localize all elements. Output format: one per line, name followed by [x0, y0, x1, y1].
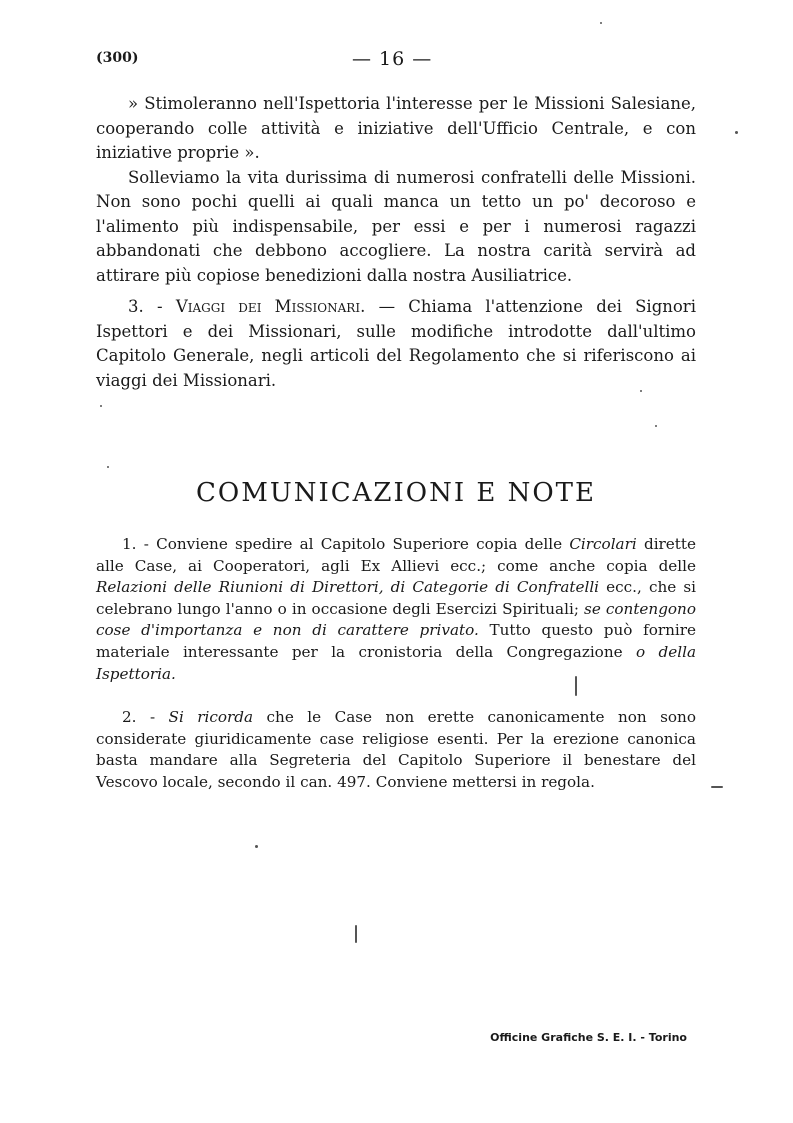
scan-speck	[355, 925, 357, 943]
scan-speck	[575, 676, 577, 696]
scan-speck	[735, 131, 738, 134]
page-number: — 16 —	[352, 48, 433, 70]
scan-speck	[100, 405, 102, 407]
section-title: COMUNICAZIONI E NOTE	[195, 478, 596, 508]
printer-imprint: Officine Grafiche S. E. I. - Torino	[490, 1031, 687, 1044]
scan-speck	[255, 845, 258, 848]
scan-speck	[600, 22, 602, 24]
scan-speck	[655, 425, 657, 427]
travel-paragraph	[96, 295, 696, 393]
scan-speck	[711, 786, 723, 788]
missions-paragraphs	[96, 92, 696, 288]
paragraph-stimoleranno: » Stimoleranno nell'Ispettoria l'interesse per le Missioni Salesiane, cooperando colle attività e iniziative dell'Ufficio Centrale, e con iniziative proprie ».	[96, 94, 696, 162]
scan-speck	[640, 390, 642, 392]
paragraph-solleviamo: Solleviamo la vita durissima di numerosi confratelli delle Missioni. Non sono pochi quelli ai quali manca un tetto un po' decoroso e l'alimento più indispensabile, per essi e per i numerosi ragazzi abbandonati che debbono accogliere. La nostra carità servirà ad attirare più copiose benedizioni dalla nostra Ausiliatrice.	[96, 167, 696, 285]
page-header	[96, 48, 696, 72]
note-2: 2. - Si ricorda che le Case non erette canonicamente non sono considerate giuridicamente case religiose esenti. Per la erezione canonica basta mandare alla Segreteria del Capitolo Superiore il benestare del Vescovo locale, secondo il can. 497. Conviene mettersi in regola.	[96, 708, 696, 791]
note-1: 1. - Conviene spedire al Capitolo Superiore copia delle Circolari dirette alle Case, ai Cooperatori, agli Ex Allievi ecc.; come anche copia delle Relazioni delle Riunioni di Direttori, di Categorie di Confratelli ecc., che si celebrano lungo l'anno o in occasione degli Esercizi Spirituali; se contengono cose d'importanza e non di carattere privato. Tutto questo può fornire materiale interessante per la cronistoria della Congregazione o della Ispettoria.	[96, 535, 696, 683]
item-text: — Chiama l'attenzione dei Signori Ispettori e dei Missionari, sulle modifiche introdotte dall'ultimo Capitolo Generale, negli articoli del Regolamento che si riferiscono ai viaggi dei Missionari.	[96, 297, 696, 390]
item-heading: Viaggi dei Missionari.	[175, 297, 366, 316]
item-number: 3. -	[128, 297, 163, 316]
scan-speck	[107, 466, 109, 468]
page-ref-number: (300)	[96, 50, 139, 66]
